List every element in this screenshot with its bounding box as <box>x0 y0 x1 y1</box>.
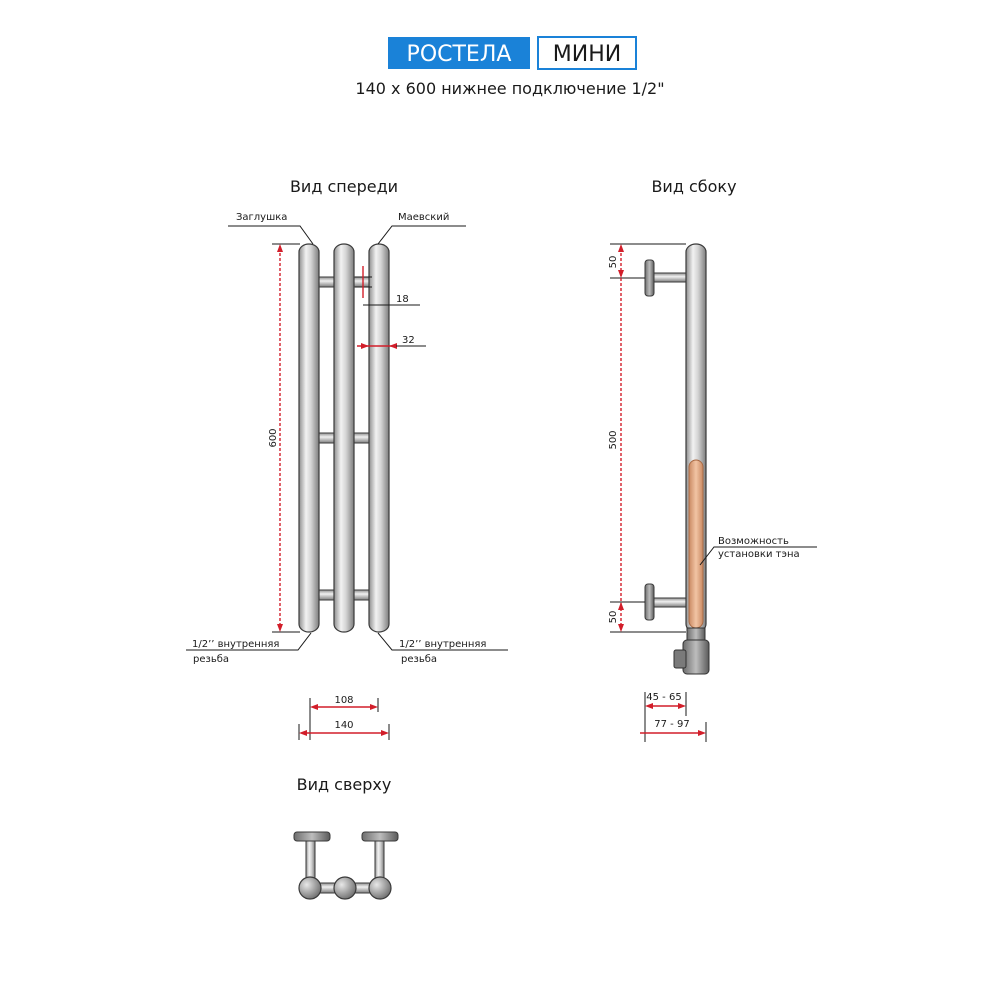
top-tube-left <box>299 877 321 899</box>
dim-arrow <box>618 624 624 632</box>
dim-label-bottom-50: 50 <box>608 610 619 624</box>
dim-arrow <box>277 244 283 252</box>
header-badge <box>388 37 636 69</box>
leader-valve <box>378 226 466 244</box>
dim-label-45-65: 45 - 65 <box>646 692 682 703</box>
dim-arrow <box>299 730 307 736</box>
dim-arrow <box>698 730 706 736</box>
top-view <box>294 775 398 899</box>
front-view-title: Вид спереди <box>289 177 399 196</box>
dim-arrow <box>277 624 283 632</box>
bracket-plate-bottom <box>645 584 654 620</box>
top-tube-right <box>369 877 391 899</box>
dim-arrow <box>645 703 653 709</box>
top-bracket-plate-right <box>362 832 398 841</box>
top-view-title: Вид сверху <box>296 775 392 794</box>
label-heater-1: Возможность <box>718 536 789 547</box>
heater-cap <box>674 650 686 668</box>
label-thread-right-1: 1/2’’ внутренняя <box>399 639 487 650</box>
leader-plug <box>228 226 313 244</box>
label-thread-left-2: резьба <box>193 654 230 665</box>
top-tube-middle <box>334 877 356 899</box>
label-thread-left-1: 1/2’’ внутренняя <box>192 639 280 650</box>
label-plug: Заглушка <box>236 212 288 223</box>
bracket-arm-top <box>654 273 687 282</box>
brand-name: РОСТЕЛА <box>406 42 512 67</box>
dim-arrow <box>678 703 686 709</box>
dim-arrow <box>618 602 624 610</box>
dim-label-18: 18 <box>396 294 409 305</box>
tube-left <box>299 244 319 632</box>
model-name: МИНИ <box>552 42 622 67</box>
dim-arrow <box>361 343 369 349</box>
dim-label-600: 600 <box>268 428 279 448</box>
dim-arrow <box>618 270 624 278</box>
dim-arrow <box>618 244 624 252</box>
dim-arrow <box>370 704 378 710</box>
dim-arrow <box>310 704 318 710</box>
heater-element <box>689 460 703 628</box>
side-view <box>608 177 817 742</box>
label-valve: Маевский <box>398 212 450 223</box>
front-view <box>186 177 508 740</box>
dim-label-top-50: 50 <box>608 255 619 269</box>
dim-label-500: 500 <box>608 430 619 450</box>
dim-label-108: 108 <box>334 695 354 706</box>
dim-label-32: 32 <box>402 335 415 346</box>
label-heater-2: установки тэна <box>718 549 800 560</box>
heater-body <box>683 640 709 674</box>
heater-collar <box>687 628 705 640</box>
dim-arrow <box>381 730 389 736</box>
dim-label-140: 140 <box>334 720 354 731</box>
tube-right <box>369 244 389 632</box>
top-bracket-plate-left <box>294 832 330 841</box>
tube-middle <box>334 244 354 632</box>
bracket-arm-bottom <box>654 598 687 607</box>
dim-label-77-97: 77 - 97 <box>654 719 690 730</box>
side-view-title: Вид сбоку <box>651 177 737 196</box>
dim-arrow <box>389 343 397 349</box>
bracket-plate-top <box>645 260 654 296</box>
label-thread-right-2: резьба <box>401 654 438 665</box>
product-subtitle: 140 x 600 нижнее подключение 1/2" <box>355 79 665 98</box>
